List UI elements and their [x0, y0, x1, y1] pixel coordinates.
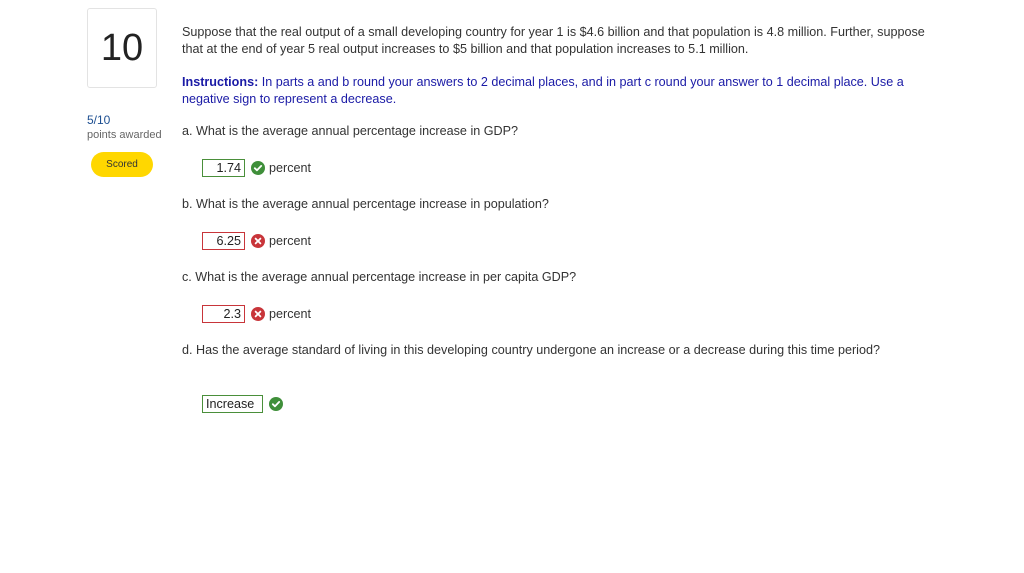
points-score: 5/10 [87, 113, 111, 127]
question-body [182, 24, 942, 108]
part-d-question: d. Has the average standard of living in this developing country undergone an increase or a decrease during this time period? [182, 343, 880, 357]
points-summary [87, 113, 162, 143]
part-a-unit: percent [269, 161, 312, 175]
part-c-answer-row [202, 304, 311, 324]
part-c-unit: percent [269, 307, 312, 321]
incorrect-x-icon [251, 234, 265, 248]
part-b-answer-input[interactable]: 6.25 [202, 232, 245, 250]
part-b-answer-row [202, 231, 311, 251]
instructions-text: In parts a and b round your answers to 2 decimal places, and in part c round your answer to 1 decimal place. Use a negative sign to represent a decrease. [182, 75, 904, 106]
correct-check-icon [269, 397, 283, 411]
question-stem: Suppose that the real output of a small developing country for year 1 is $4.6 billion and that population is 4.8 million. Further, suppose that at the end of year 5 real output increases to $5 billion and that population increases to 5.1 million. [182, 25, 925, 56]
part-a-answer-input[interactable]: 1.74 [202, 159, 245, 177]
part-a-question: a. What is the average annual percentage increase in GDP? [182, 124, 519, 138]
part-d-answer-row [202, 394, 283, 414]
correct-check-icon [251, 161, 265, 175]
part-c-question: c. What is the average annual percentage increase in per capita GDP? [182, 270, 577, 284]
points-label: points awarded [87, 129, 162, 141]
question-number: 10 [87, 8, 157, 88]
part-d-answer-select[interactable]: Increase [202, 395, 263, 413]
part-b-question: b. What is the average annual percentage increase in population? [182, 197, 549, 211]
instructions-label: Instructions: [182, 75, 259, 89]
instructions [182, 74, 942, 108]
part-b-unit: percent [269, 234, 312, 248]
scored-badge: Scored [91, 152, 153, 177]
incorrect-x-icon [251, 307, 265, 321]
part-c-answer-input[interactable]: 2.3 [202, 305, 245, 323]
part-a-answer-row [202, 158, 311, 178]
